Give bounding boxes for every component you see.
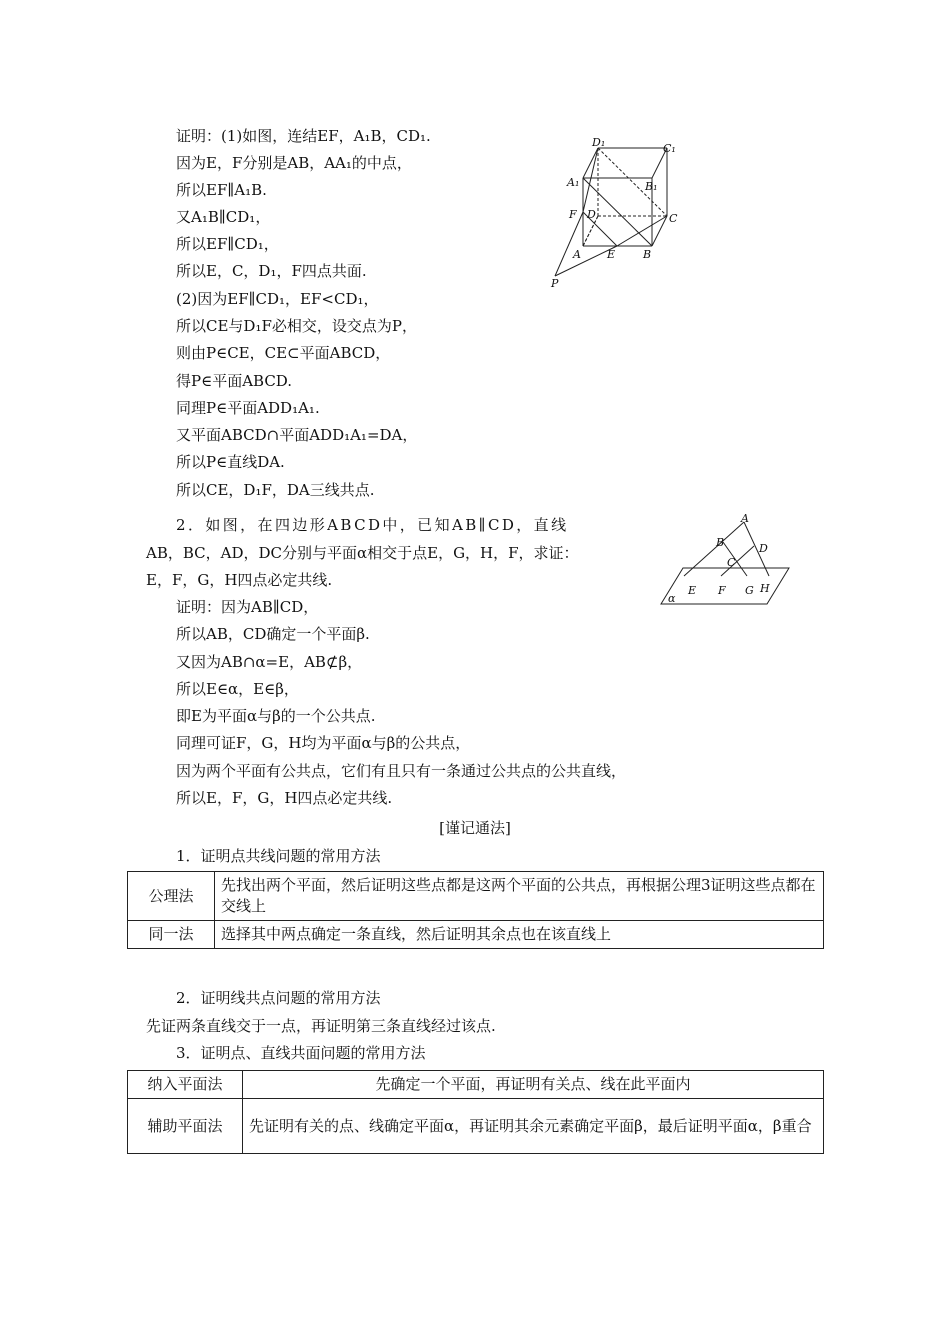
summary-item-1: 1．证明点共线问题的常用方法 bbox=[176, 847, 381, 865]
problem-2-line: 2．如图，在四边形ABCD中，已知AB∥CD，直线 bbox=[176, 516, 569, 534]
proof-1-line: 则由P∈CE，CE⊂平面ABCD， bbox=[176, 344, 391, 362]
proof-1-line: 所以CE，D₁F，DA三线共点. bbox=[176, 481, 375, 499]
label-B1: B₁ bbox=[645, 180, 658, 193]
label-D1: D₁ bbox=[592, 136, 606, 149]
plane-figure bbox=[657, 512, 795, 607]
table-row bbox=[128, 872, 824, 921]
label-A1: A₁ bbox=[567, 176, 580, 189]
method-name: 同一法 bbox=[128, 921, 215, 949]
summary-item-2-text: 先证两条直线交于一点，再证明第三条直线经过该点. bbox=[146, 1017, 496, 1035]
proof-1-line: (2)因为EF∥CD₁，EF<CD₁， bbox=[176, 290, 379, 308]
cube-figure bbox=[545, 136, 695, 288]
method-desc: 先找出两个平面，然后证明这些点都是这两个平面的公共点，再根据公理3证明这些点都在交线上 bbox=[215, 872, 824, 921]
proof-2-line: 同理可证F，G，H均为平面α与β的公共点， bbox=[176, 734, 471, 752]
method-name: 辅助平面法 bbox=[128, 1099, 243, 1154]
label-D: D bbox=[759, 542, 768, 555]
proof-1-line: 因为E，F分别是AB，AA₁的中点， bbox=[176, 154, 412, 172]
label-F: F bbox=[718, 584, 726, 597]
label-C: C bbox=[727, 556, 736, 569]
problem-2-line: AB，BC，AD，DC分别与平面α相交于点E，G，H，F，求证： bbox=[146, 544, 579, 562]
proof-2-line: 即E为平面α与β的一个公共点. bbox=[176, 707, 376, 725]
method-desc: 选择其中两点确定一条直线，然后证明其余点也在该直线上 bbox=[215, 921, 824, 949]
label-C: C bbox=[669, 212, 678, 225]
proof-1-line: 得P∈平面ABCD. bbox=[176, 372, 293, 390]
label-alpha: α bbox=[668, 592, 676, 605]
table-row bbox=[128, 921, 824, 949]
method-desc: 先确定一个平面，再证明有关点、线在此平面内 bbox=[243, 1071, 824, 1099]
label-E: E bbox=[688, 584, 697, 597]
proof-1-line: 同理P∈平面ADD₁A₁. bbox=[176, 399, 320, 417]
method-name: 公理法 bbox=[128, 872, 215, 921]
proof-1-line: 又A₁B∥CD₁， bbox=[176, 208, 271, 226]
label-B: B bbox=[643, 248, 652, 261]
proof-2-line: 所以E，F，G，H四点必定共线. bbox=[176, 789, 393, 807]
proof-1-line: 又平面ABCD∩平面ADD₁A₁=DA， bbox=[176, 426, 418, 444]
problem-2-line: E，F，G，H四点必定共线. bbox=[146, 571, 333, 589]
table-row bbox=[128, 1099, 824, 1154]
table-point-collinear bbox=[127, 871, 824, 949]
label-C1: C₁ bbox=[663, 142, 676, 155]
proof-1-line: 证明：(1)如图，连结EF，A₁B，CD₁. bbox=[176, 127, 431, 145]
table-coplanar bbox=[127, 1070, 824, 1154]
proof-1-line: 所以CE与D₁F必相交，设交点为P， bbox=[176, 317, 417, 335]
label-E: E bbox=[607, 248, 616, 261]
proof-2-line: 所以E∈α，E∈β， bbox=[176, 680, 299, 698]
proof-2-line: 证明：因为AB∥CD， bbox=[176, 598, 319, 616]
label-H: H bbox=[760, 582, 770, 595]
table-row bbox=[128, 1071, 824, 1099]
summary-heading: [谨记通法] bbox=[439, 819, 511, 837]
proof-2-line: 因为两个平面有公共点，它们有且只有一条通过公共点的公共直线， bbox=[176, 762, 627, 780]
proof-2-line: 所以AB，CD确定一个平面β. bbox=[176, 625, 370, 643]
method-name: 纳入平面法 bbox=[128, 1071, 243, 1099]
label-A: A bbox=[741, 512, 749, 525]
proof-2-line: 又因为AB∩α=E，AB⊄β， bbox=[176, 653, 363, 671]
proof-1-line: 所以EF∥A₁B. bbox=[176, 181, 267, 199]
label-A: A bbox=[573, 248, 581, 261]
proof-1-line: 所以EF∥CD₁， bbox=[176, 235, 279, 253]
label-G: G bbox=[745, 584, 754, 597]
summary-item-2: 2．证明线共点问题的常用方法 bbox=[176, 989, 381, 1007]
summary-item-3: 3．证明点、直线共面问题的常用方法 bbox=[176, 1044, 426, 1062]
proof-1-line: 所以E，C，D₁，F四点共面. bbox=[176, 262, 367, 280]
label-D: D bbox=[587, 208, 596, 221]
label-F: F bbox=[569, 208, 577, 221]
label-P: P bbox=[551, 277, 559, 288]
label-B: B bbox=[716, 536, 725, 549]
method-desc: 先证明有关的点、线确定平面α，再证明其余元素确定平面β，最后证明平面α，β重合 bbox=[243, 1099, 824, 1154]
proof-1-line: 所以P∈直线DA. bbox=[176, 453, 285, 471]
